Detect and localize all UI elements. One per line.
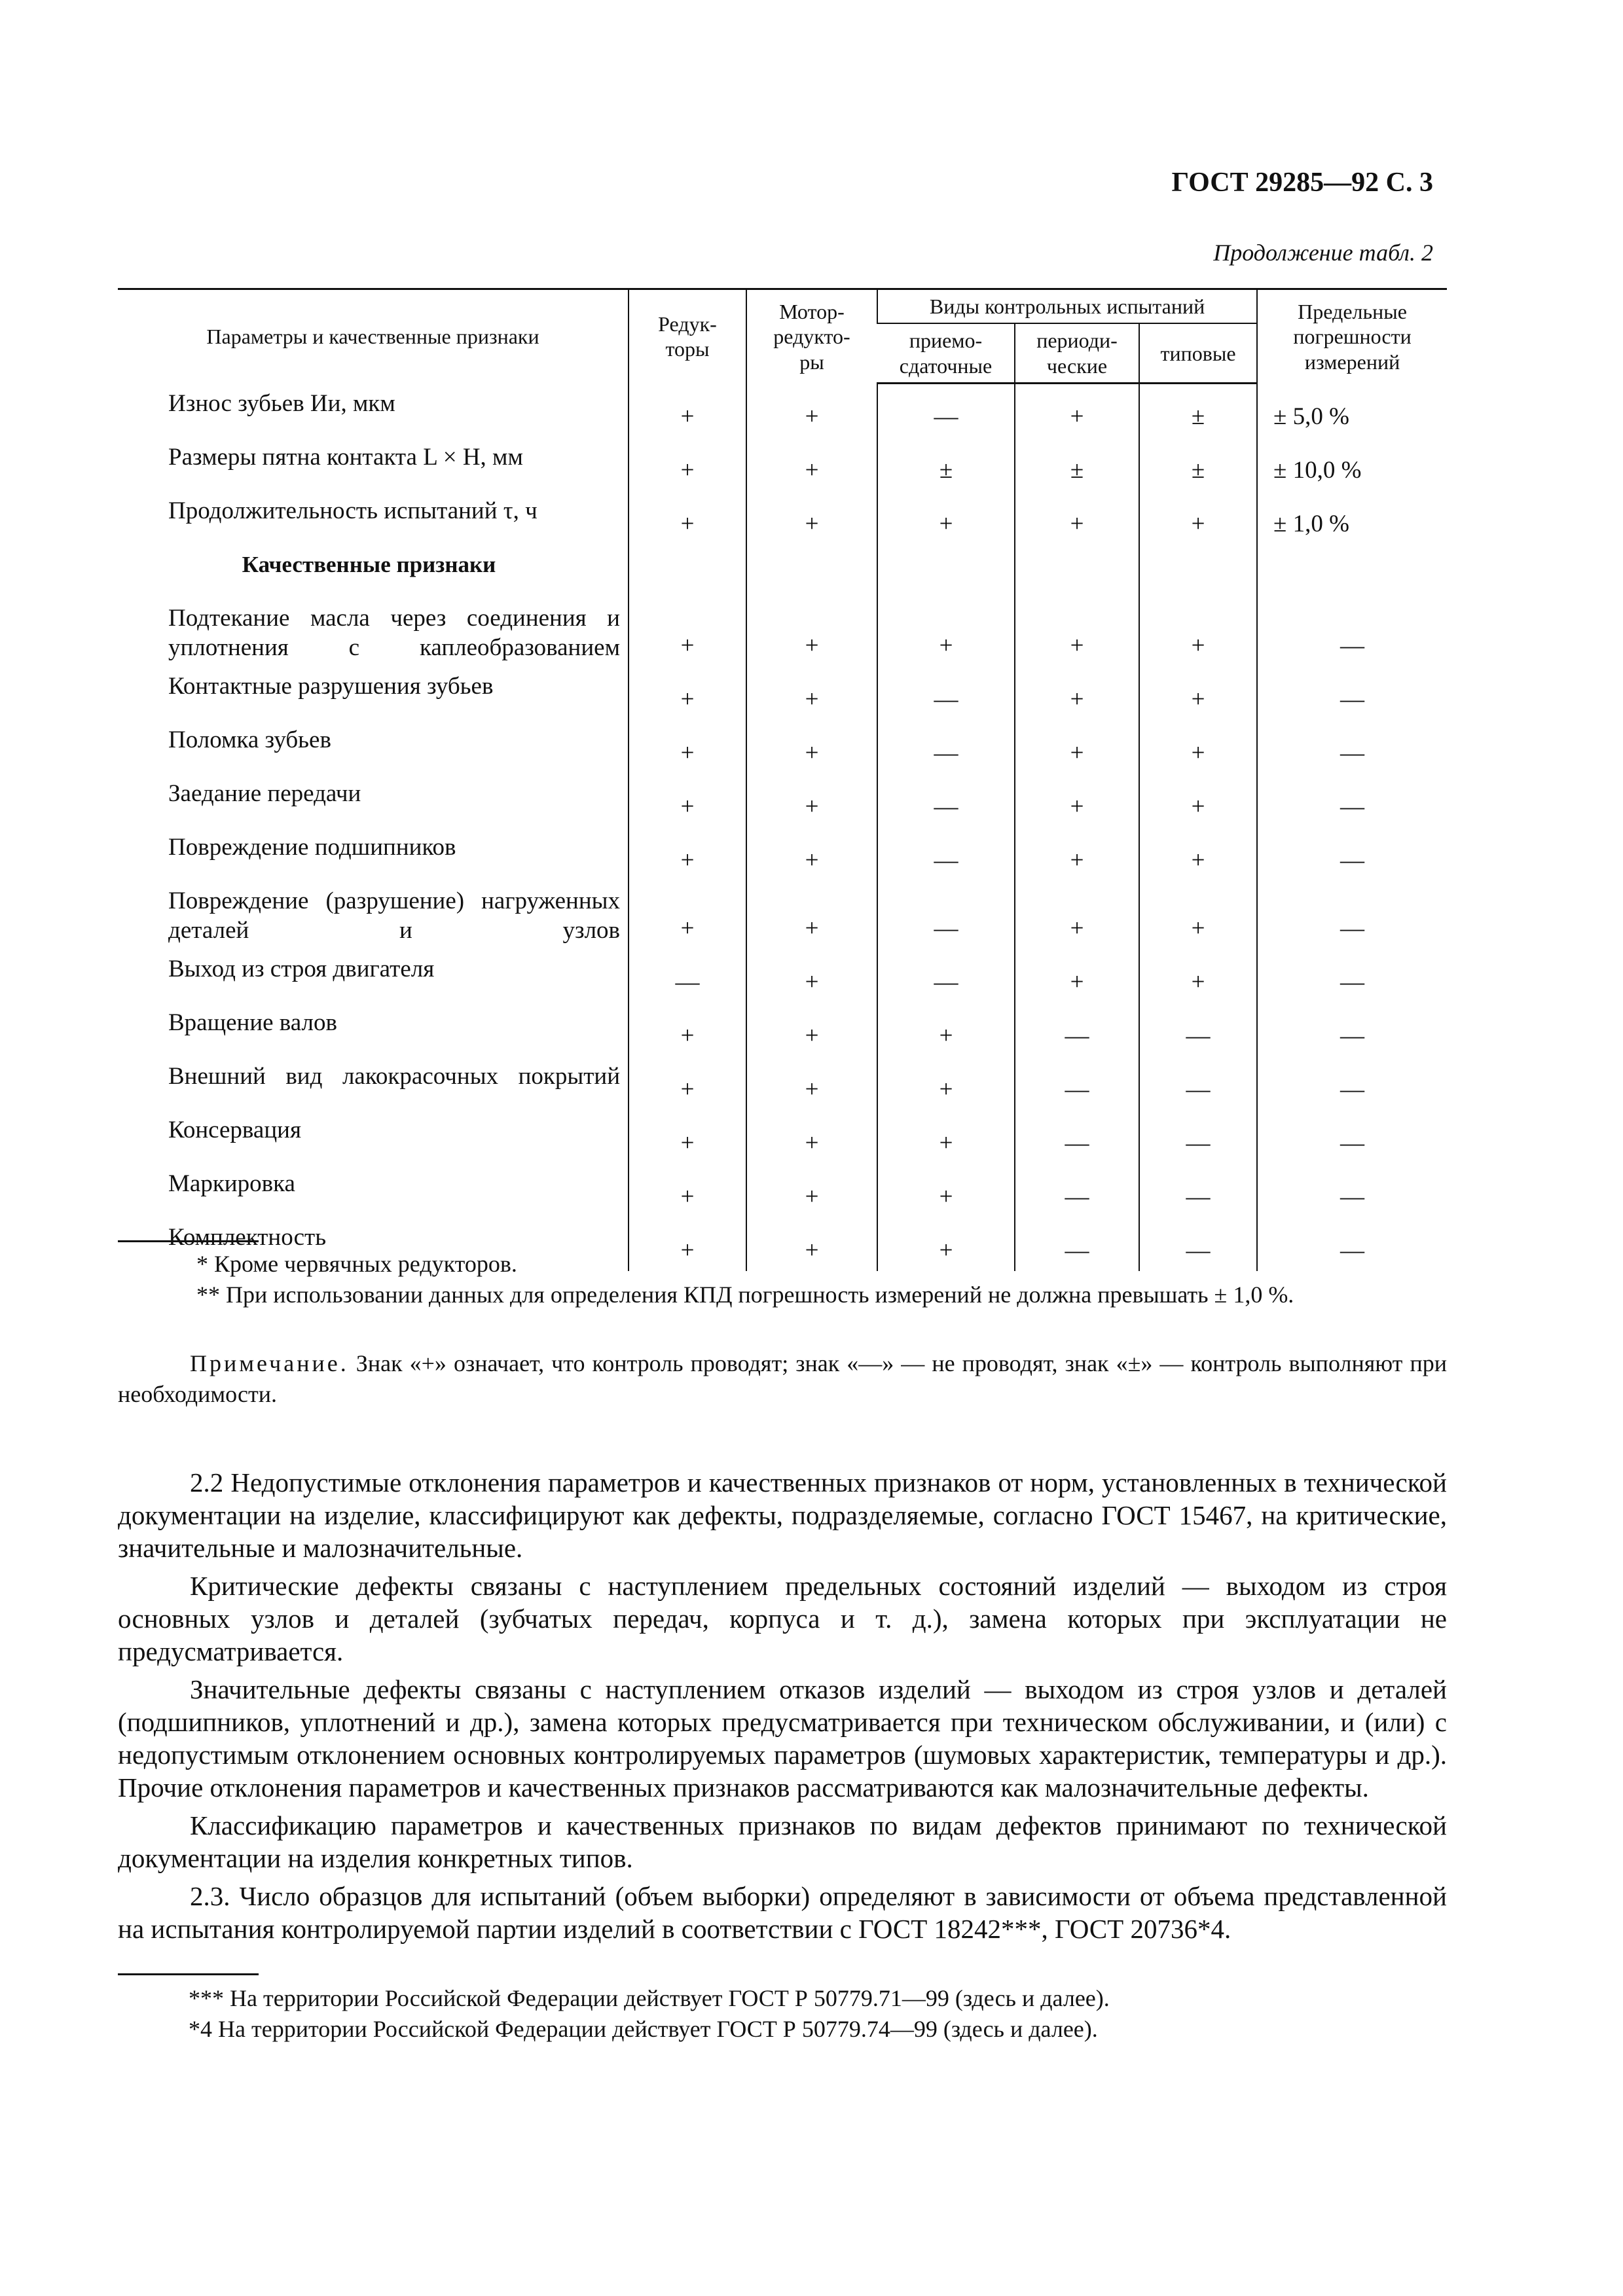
table-row (118, 545, 1447, 598)
mark-cell (629, 598, 746, 666)
mark-cell (877, 1164, 1015, 1217)
param-cell (118, 598, 629, 666)
mark: + (680, 914, 695, 942)
mark: — (934, 793, 958, 820)
mark-cell (1139, 1003, 1257, 1056)
section-heading: Качественные признаки (242, 551, 496, 577)
mark-cell (629, 774, 746, 827)
mark-cell (1015, 437, 1139, 491)
mark-cell (1139, 1056, 1257, 1110)
accuracy-cell (1257, 1003, 1447, 1056)
mark-cell (746, 1164, 877, 1217)
note-text: Знак «+» означает, что контроль проводят; знак «—» — не проводят, знак «±» — контроль выполняют при необходимости. (118, 1350, 1448, 1407)
mark-cell (877, 720, 1015, 774)
mark-cell (629, 437, 746, 491)
mark-cell (877, 1110, 1015, 1164)
header-accuracy: Предельные погрешности измерений (1257, 289, 1447, 384)
mark: + (805, 914, 819, 942)
footnote-separator (118, 1240, 259, 1242)
mark-cell (746, 666, 877, 720)
mark-cell (746, 598, 877, 666)
mark-cell (629, 1003, 746, 1056)
mark: ± (1191, 403, 1205, 430)
paragraph: Значительные дефекты связаны с наступлением отказов изделий — выходом из строя узлов и деталей (подшипников, уплотнений и др.), замена которых предусматривается при техническом обслуживании, и (или) с недопустимым отклонением основных контролируемых параметров (шумовых характеристик, температуры и др.). Прочие отклонения параметров и качественных признаков рассматриваются как малозначительные дефекты. (118, 1674, 1447, 1803)
accuracy-cell (1257, 384, 1447, 437)
mark-cell (746, 774, 877, 827)
mark-cell (746, 1003, 877, 1056)
mark-cell (746, 1056, 877, 1110)
mark: — (934, 846, 958, 874)
param-name: Повреждение подшипников (168, 833, 456, 861)
param-cell (118, 384, 629, 437)
accuracy-value: — (1340, 1129, 1365, 1157)
mark: — (934, 968, 958, 996)
header-tests-group: Виды контрольных испытаний (877, 289, 1257, 324)
param-cell (118, 1110, 629, 1164)
mark: — (1065, 1022, 1089, 1049)
table-note (118, 1348, 1447, 1410)
mark-cell (1139, 384, 1257, 437)
param-cell (118, 1003, 629, 1056)
param-name: Повреждение (разрушение) нагруженных деталей и узлов (168, 887, 620, 944)
param-name: Маркировка (168, 1170, 295, 1197)
param-cell (118, 437, 629, 491)
mark-cell (877, 491, 1015, 545)
mark-cell (629, 1164, 746, 1217)
table-row (118, 384, 1447, 437)
mark: + (1070, 685, 1084, 713)
mark-cell (746, 881, 877, 949)
mark-cell (746, 384, 877, 437)
mark-cell (877, 666, 1015, 720)
mark: + (680, 456, 695, 484)
mark-cell (629, 827, 746, 881)
param-cell (118, 881, 629, 949)
footnote: *** На территории Российской Федерации действует ГОСТ Р 50779.71—99 (здесь и далее). (189, 1985, 1110, 2011)
empty-cell (629, 545, 746, 598)
mark: — (934, 685, 958, 713)
accuracy-value: — (1340, 739, 1365, 766)
accuracy-value: — (1340, 914, 1365, 942)
mark-cell (877, 827, 1015, 881)
mark: — (1065, 1075, 1089, 1103)
mark: + (680, 1236, 695, 1264)
mark-cell (877, 598, 1015, 666)
mark-cell (1015, 491, 1139, 545)
param-cell (118, 491, 629, 545)
mark-cell (1139, 666, 1257, 720)
mark-cell (1015, 1056, 1139, 1110)
empty-cell (877, 545, 1015, 598)
table-row (118, 720, 1447, 774)
accuracy-cell (1257, 827, 1447, 881)
mark: + (939, 1022, 953, 1049)
footnote-separator (118, 1973, 259, 1975)
mark-cell (1015, 1164, 1139, 1217)
mark: — (1186, 1183, 1211, 1210)
table-row (118, 1110, 1447, 1164)
footnote: *4 На территории Российской Федерации действует ГОСТ Р 50779.74—99 (здесь и далее). (189, 2016, 1098, 2042)
mark-cell (877, 1003, 1015, 1056)
mark: + (1070, 739, 1084, 766)
mark-cell (877, 1056, 1015, 1110)
empty-cell (746, 545, 877, 598)
accuracy-value: — (1340, 685, 1365, 713)
header-periodic: периоди- ческие (1015, 323, 1139, 383)
paragraph: Критические дефекты связаны с наступлением предельных состояний изделий — выходом из строя основных узлов и деталей (зубчатых передач, корпуса и т. д.), замена которых при эксплуатации не предусматривается. (118, 1571, 1447, 1666)
mark-cell (1015, 881, 1139, 949)
param-cell (118, 774, 629, 827)
param-cell (118, 949, 629, 1003)
mark-cell (629, 720, 746, 774)
mark-cell (1015, 949, 1139, 1003)
table-row (118, 881, 1447, 949)
header-reducers: Редук- торы (629, 289, 746, 384)
mark: + (805, 793, 819, 820)
mark: + (1191, 846, 1205, 874)
param-cell (118, 1164, 629, 1217)
accuracy-cell (1257, 774, 1447, 827)
accuracy-value: — (1340, 968, 1365, 996)
empty-cell (1015, 545, 1139, 598)
mark-cell (1139, 1164, 1257, 1217)
table-row (118, 1003, 1447, 1056)
table-body (118, 384, 1447, 1271)
accuracy-value: — (1340, 793, 1365, 820)
accuracy-value: — (1340, 1022, 1365, 1049)
mark: — (934, 739, 958, 766)
mark-cell (629, 949, 746, 1003)
param-name: Поломка зубьев (168, 726, 331, 753)
param-cell (118, 1056, 629, 1110)
mark: ± (939, 456, 953, 484)
mark: + (1070, 846, 1084, 874)
mark-cell (746, 1110, 877, 1164)
accuracy-cell (1257, 437, 1447, 491)
mark-cell (1015, 1003, 1139, 1056)
mark: + (1191, 968, 1205, 996)
mark: + (939, 510, 953, 537)
mark: + (1070, 793, 1084, 820)
mark: + (805, 510, 819, 537)
mark: + (805, 1183, 819, 1210)
param-name: Выход из строя двигателя (168, 955, 435, 982)
accuracy-value: — (1340, 846, 1365, 874)
param-name: Консервация (168, 1116, 301, 1143)
mark: + (680, 739, 695, 766)
mark: + (1191, 685, 1205, 713)
param-cell (118, 827, 629, 881)
mark: + (805, 739, 819, 766)
mark-cell (1015, 666, 1139, 720)
mark: + (680, 1183, 695, 1210)
table-row (118, 1164, 1447, 1217)
mark-cell (746, 720, 877, 774)
param-cell (118, 666, 629, 720)
mark-cell (1015, 1110, 1139, 1164)
mark: + (1070, 403, 1084, 430)
empty-cell (1257, 545, 1447, 598)
mark-cell (629, 384, 746, 437)
mark: + (1191, 914, 1205, 942)
mark: + (1191, 632, 1205, 659)
table-row (118, 491, 1447, 545)
mark-cell (1139, 491, 1257, 545)
param-cell (118, 720, 629, 774)
mark: + (805, 632, 819, 659)
mark-cell (1015, 774, 1139, 827)
mark-cell (629, 1056, 746, 1110)
document-header: ГОСТ 29285—92 С. 3 (1171, 168, 1433, 198)
mark-cell (629, 666, 746, 720)
mark: + (805, 1236, 819, 1264)
mark-cell (1015, 598, 1139, 666)
mark-cell (877, 774, 1015, 827)
accuracy-value: ± 10,0 % (1273, 456, 1362, 484)
table-row (118, 1056, 1447, 1110)
mark: + (680, 1129, 695, 1157)
mark: + (680, 1075, 695, 1103)
mark-cell (629, 491, 746, 545)
mark: — (1065, 1183, 1089, 1210)
mark: + (1191, 510, 1205, 537)
body-text (118, 1466, 1447, 1950)
mark-cell (1015, 720, 1139, 774)
mark: + (680, 1022, 695, 1049)
mark-cell (1139, 437, 1257, 491)
mark: — (675, 968, 700, 996)
mark: — (1186, 1129, 1211, 1157)
mark-cell (746, 949, 877, 1003)
mark: — (934, 914, 958, 942)
table-caption: Продолжение табл. 2 (1213, 240, 1433, 266)
mark: — (1065, 1236, 1089, 1264)
header-acceptance: приемо- сдаточные (877, 323, 1015, 383)
mark: — (1186, 1236, 1211, 1264)
accuracy-value: ± 1,0 % (1273, 510, 1349, 537)
param-name: Комплектность (168, 1223, 327, 1251)
mark: + (805, 685, 819, 713)
accuracy-cell (1257, 491, 1447, 545)
header-param: Параметры и качественные признаки (118, 289, 629, 384)
mark: + (1191, 793, 1205, 820)
bottom-footnotes (118, 1983, 1447, 2045)
param-name: Контактные разрушения зубьев (168, 672, 494, 700)
mark-cell (1139, 881, 1257, 949)
note-label: Примечание. (190, 1350, 349, 1376)
accuracy-value: — (1340, 1075, 1365, 1103)
mark: ± (1191, 456, 1205, 484)
param-name: Заедание передачи (168, 780, 361, 807)
mark: + (939, 632, 953, 659)
param-name: Внешний вид лакокрасочных покрытий (168, 1062, 620, 1090)
accuracy-cell (1257, 881, 1447, 949)
accuracy-value: ± 5,0 % (1273, 403, 1349, 430)
mark-cell (1139, 1110, 1257, 1164)
mark: + (805, 1129, 819, 1157)
table-row (118, 827, 1447, 881)
mark: + (680, 846, 695, 874)
param-name: Подтекание масла через соединения и уплотнения с каплеобразованием (168, 604, 620, 661)
mark: — (1065, 1129, 1089, 1157)
table-row (118, 437, 1447, 491)
mark: + (1191, 739, 1205, 766)
param-name: Износ зубьев Ии, мкм (168, 389, 395, 417)
mark-cell (877, 437, 1015, 491)
mark: + (680, 793, 695, 820)
mark: + (1070, 968, 1084, 996)
mark-cell (1139, 949, 1257, 1003)
accuracy-cell (1257, 949, 1447, 1003)
mark: + (680, 510, 695, 537)
accuracy-cell (1257, 598, 1447, 666)
footnote: * Кроме червячных редукторов. (196, 1251, 517, 1277)
mark-cell (746, 827, 877, 881)
paragraph: Классификацию параметров и качественных признаков по видам дефектов принимают по технической документации на изделия конкретных типов. (118, 1810, 1447, 1873)
header-type: типовые (1139, 323, 1257, 383)
accuracy-cell (1257, 1164, 1447, 1217)
test-parameters-table (118, 288, 1447, 1271)
mark: + (805, 846, 819, 874)
mark-cell (877, 881, 1015, 949)
table-row (118, 949, 1447, 1003)
mark: + (680, 632, 695, 659)
mark-cell (1015, 384, 1139, 437)
mark: + (805, 1022, 819, 1049)
mark: + (680, 685, 695, 713)
mark-cell (1139, 827, 1257, 881)
header-motor-reducers: Мотор- редукто- ры (746, 289, 877, 384)
mark: — (934, 403, 958, 430)
mark: + (939, 1183, 953, 1210)
mark: + (805, 968, 819, 996)
mark-cell (746, 437, 877, 491)
mark: + (805, 1075, 819, 1103)
mark: + (680, 403, 695, 430)
paragraph: 2.3. Число образцов для испытаний (объем выборки) определяют в зависимости от объема представленной на испытания контролируемой партии изделий в соответствии с ГОСТ 18242***, ГОСТ 20736*4. (118, 1881, 1447, 1944)
accuracy-cell (1257, 666, 1447, 720)
accuracy-cell (1257, 720, 1447, 774)
param-name: Размеры пятна контакта L × H, мм (168, 443, 523, 471)
mark-cell (877, 949, 1015, 1003)
mark: — (1186, 1022, 1211, 1049)
mark-cell (1015, 827, 1139, 881)
mark: + (939, 1236, 953, 1264)
table-footnotes (118, 1249, 1447, 1310)
mark-cell (1139, 720, 1257, 774)
accuracy-value: — (1340, 632, 1365, 659)
mark: + (1070, 510, 1084, 537)
param-name: Вращение валов (168, 1009, 337, 1036)
table-row (118, 774, 1447, 827)
mark: + (805, 403, 819, 430)
mark-cell (1139, 774, 1257, 827)
accuracy-cell (1257, 1110, 1447, 1164)
mark: + (1070, 914, 1084, 942)
table-row (118, 666, 1447, 720)
empty-cell (1139, 545, 1257, 598)
mark: + (939, 1129, 953, 1157)
mark-cell (877, 384, 1015, 437)
mark-cell (629, 1110, 746, 1164)
mark-cell (746, 491, 877, 545)
mark: + (805, 456, 819, 484)
mark: ± (1070, 456, 1084, 484)
mark: + (939, 1075, 953, 1103)
mark-cell (629, 881, 746, 949)
table-row (118, 598, 1447, 666)
mark: + (1070, 632, 1084, 659)
accuracy-value: — (1340, 1236, 1365, 1264)
accuracy-value: — (1340, 1183, 1365, 1210)
accuracy-cell (1257, 1056, 1447, 1110)
mark: — (1186, 1075, 1211, 1103)
footnote: ** При использовании данных для определения КПД погрешность измерений не должна превышать ± 1,0 %. (196, 1282, 1294, 1308)
param-name: Продолжительность испытаний τ, ч (168, 497, 538, 524)
paragraph: 2.2 Недопустимые отклонения параметров и качественных признаков от норм, установленных в технической документации на изделие, классифицируют как дефекты, подразделяемые, согласно ГОСТ 15467, на критические, значительные и малозначительные. (118, 1467, 1447, 1563)
mark-cell (1139, 598, 1257, 666)
